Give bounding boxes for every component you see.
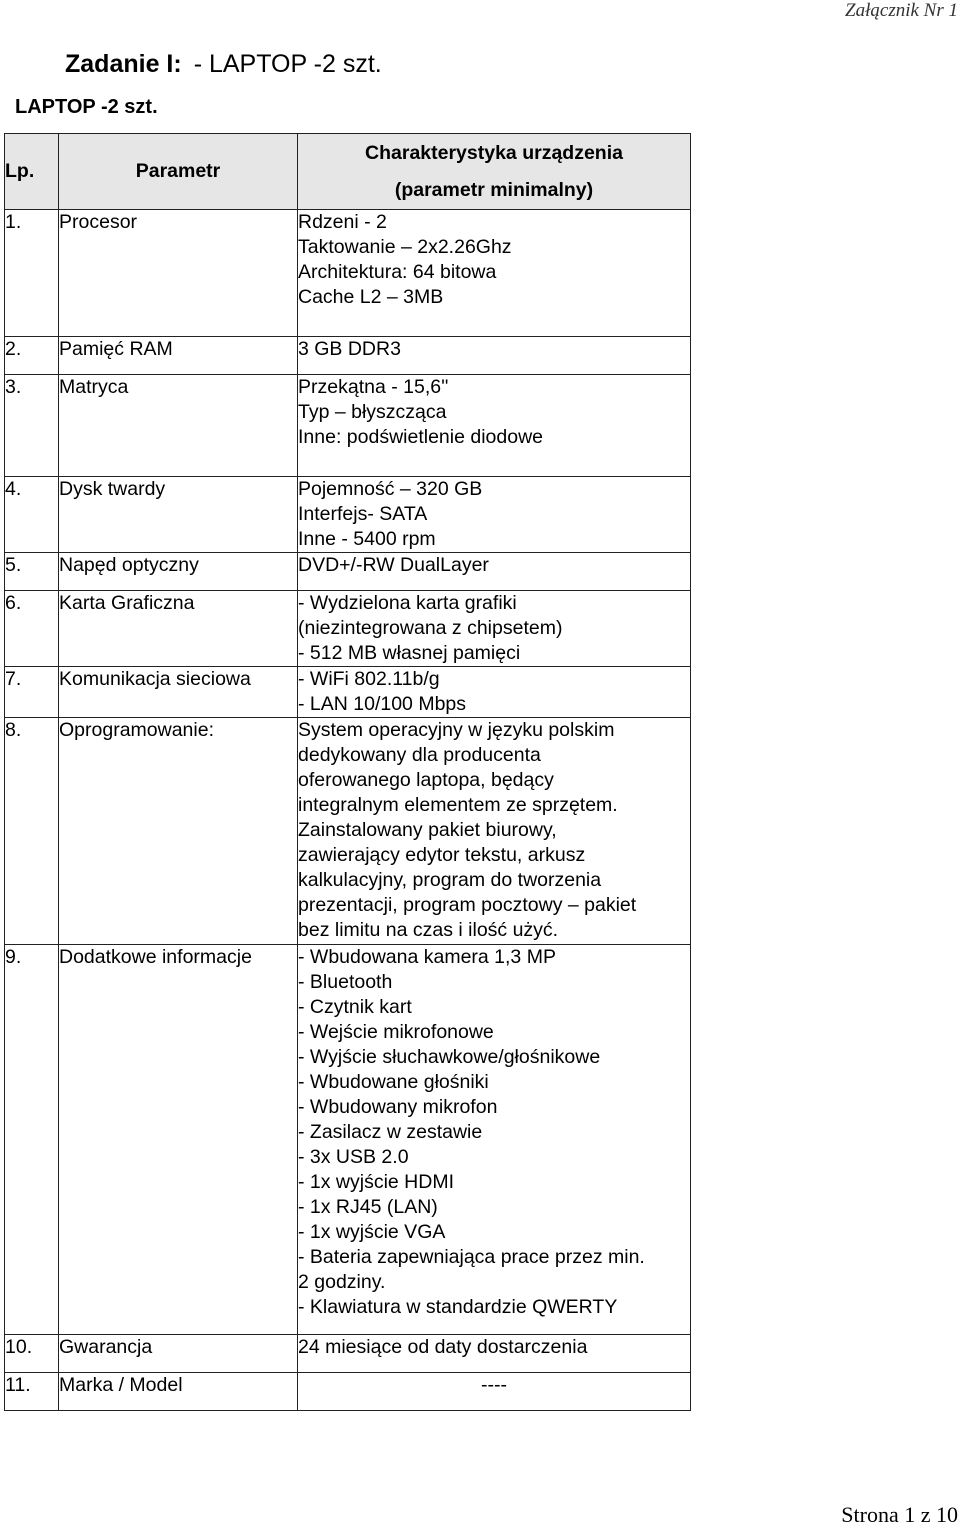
value-line: - Bateria zapewniająca prace przez min. [298, 1246, 645, 1268]
table-row [5, 375, 691, 477]
row-value [298, 210, 691, 337]
value-line: Rdzeni - 2 [298, 211, 387, 233]
row-parameter: Procesor [59, 210, 298, 337]
value-line: 2 godziny. [298, 1271, 386, 1293]
value-line: integralnym elementem ze sprzętem. [298, 794, 618, 816]
row-value [298, 591, 691, 667]
header-characteristic-line1: Charakterystyka urządzenia [365, 141, 623, 164]
row-number: 3. [5, 375, 59, 477]
value-line: Inne - 5400 rpm [298, 528, 436, 550]
value-line: Interfejs- SATA [298, 503, 428, 525]
value-line: Pojemność – 320 GB [298, 478, 483, 500]
table-row [5, 1373, 691, 1411]
row-number: 2. [5, 337, 59, 375]
row-parameter: Pamięć RAM [59, 337, 298, 375]
table-row [5, 945, 691, 1335]
row-number: 9. [5, 945, 59, 1335]
value-line: - LAN 10/100 Mbps [298, 693, 467, 715]
value-line: Zainstalowany pakiet biurowy, [298, 819, 557, 841]
value-line: oferowanego laptopa, będący [298, 769, 554, 791]
header-parameter: Parametr [59, 134, 298, 210]
heading-task: Zadanie I: [65, 50, 182, 78]
row-number: 5. [5, 553, 59, 591]
table-row [5, 718, 691, 945]
row-number: 8. [5, 718, 59, 945]
value-line: Inne: podświetlenie diodowe [298, 426, 544, 448]
row-parameter: Dodatkowe informacje [59, 945, 298, 1335]
table-row [5, 210, 691, 337]
value-line: (niezintegrowana z chipsetem) [298, 617, 563, 639]
row-value [298, 337, 691, 375]
value-line: zawierający edytor tekstu, arkusz [298, 844, 586, 866]
value-line: - 3x USB 2.0 [298, 1146, 409, 1168]
row-parameter: Oprogramowanie: [59, 718, 298, 945]
header-characteristic [298, 134, 691, 210]
row-value [298, 718, 691, 945]
value-line: dedykowany dla producenta [298, 744, 541, 766]
value-line: 3 GB DDR3 [298, 338, 401, 360]
specification-table [4, 133, 691, 1411]
table-header-row [5, 134, 691, 210]
row-number: 7. [5, 667, 59, 718]
value-line: 24 miesiące od daty dostarczenia [298, 1336, 588, 1358]
row-parameter: Dysk twardy [59, 477, 298, 553]
value-line: Architektura: 64 bitowa [298, 261, 497, 283]
value-line: - Wbudowana kamera 1,3 MP [298, 946, 556, 968]
table-row [5, 553, 691, 591]
value-line: - 512 MB własnej pamięci [298, 642, 521, 664]
table-row [5, 591, 691, 667]
table-body [5, 210, 691, 1411]
value-line: - Wbudowany mikrofon [298, 1096, 498, 1118]
heading-item: - LAPTOP -2 szt. [193, 50, 382, 78]
row-parameter: Marka / Model [59, 1373, 298, 1411]
value-line: - Czytnik kart [298, 996, 412, 1018]
value-line: Przekątna - 15,6'' [298, 376, 449, 398]
row-value [298, 1335, 691, 1373]
row-value [298, 375, 691, 477]
value-line: System operacyjny w języku polskim [298, 719, 615, 741]
attachment-label: Załącznik Nr 1 [845, 0, 958, 21]
value-line: - Zasilacz w zestawie [298, 1121, 483, 1143]
value-line: - Wydzielona karta grafiki [298, 592, 517, 614]
page-heading [65, 50, 382, 79]
row-parameter: Karta Graficzna [59, 591, 298, 667]
row-number: 11. [5, 1373, 59, 1411]
row-value [298, 477, 691, 553]
table-row [5, 477, 691, 553]
value-line: bez limitu na czas i ilość użyć. [298, 919, 559, 941]
row-value [298, 945, 691, 1335]
row-value [298, 1373, 691, 1411]
value-line: Typ – błyszcząca [298, 401, 447, 423]
value-line: Cache L2 – 3MB [298, 286, 444, 308]
row-number: 4. [5, 477, 59, 553]
value-line: Taktowanie – 2x2.26Ghz [298, 236, 512, 258]
row-number: 6. [5, 591, 59, 667]
row-parameter: Napęd optyczny [59, 553, 298, 591]
value-line: - Wbudowane głośniki [298, 1071, 489, 1093]
table-caption: LAPTOP -2 szt. [15, 96, 158, 118]
value-line: - Wyjście słuchawkowe/głośnikowe [298, 1046, 601, 1068]
page-number: Strona 1 z 10 [841, 1502, 958, 1527]
value-line: - Wejście mikrofonowe [298, 1021, 494, 1043]
value-line: - 1x RJ45 (LAN) [298, 1196, 438, 1218]
row-value [298, 667, 691, 718]
row-number: 1. [5, 210, 59, 337]
header-characteristic-line2: (parametr minimalny) [394, 178, 594, 201]
value-line: ---- [481, 1374, 507, 1396]
value-line: DVD+/-RW DualLayer [298, 554, 489, 576]
header-lp: Lp. [5, 134, 59, 210]
value-line: kalkulacyjny, program do tworzenia [298, 869, 602, 891]
table-row [5, 337, 691, 375]
value-line: - 1x wyjście VGA [298, 1221, 446, 1243]
row-value [298, 553, 691, 591]
table-row [5, 667, 691, 718]
table-row [5, 1335, 691, 1373]
value-line: - Bluetooth [298, 971, 393, 993]
row-number: 10. [5, 1335, 59, 1373]
value-line: - WiFi 802.11b/g [298, 668, 440, 690]
value-line: - Klawiatura w standardzie QWERTY [298, 1296, 618, 1318]
row-parameter: Komunikacja sieciowa [59, 667, 298, 718]
row-parameter: Gwarancja [59, 1335, 298, 1373]
value-line: prezentacji, program pocztowy – pakiet [298, 894, 637, 916]
row-parameter: Matryca [59, 375, 298, 477]
value-line: - 1x wyjście HDMI [298, 1171, 455, 1193]
